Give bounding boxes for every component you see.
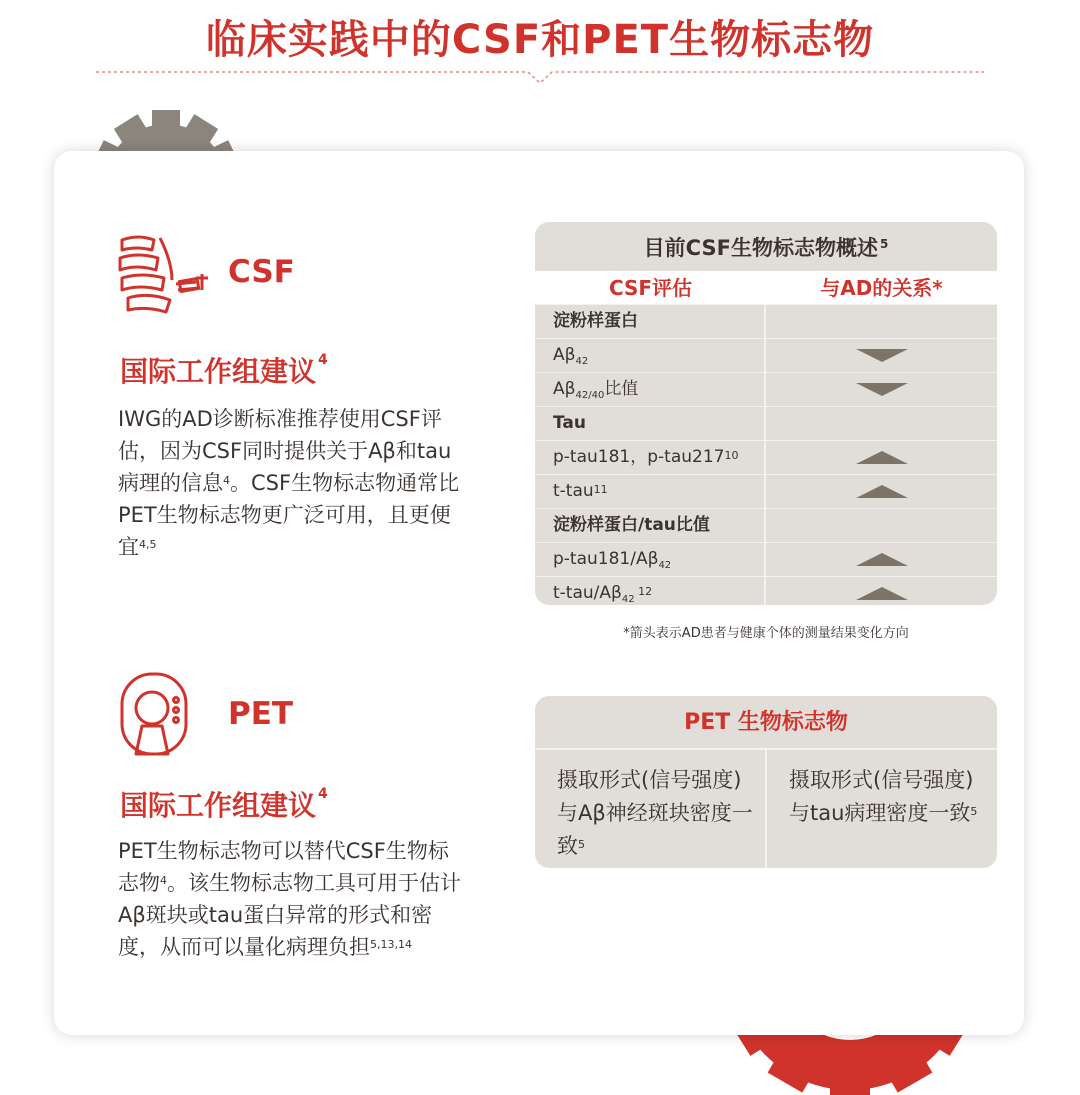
biomarker-subscript: 42 (621, 594, 635, 605)
table-row (535, 474, 997, 508)
csf-biomarker-table (535, 222, 997, 605)
biomarker-label (535, 373, 766, 406)
biomarker-text: t-tau/Aβ (553, 583, 622, 603)
pet-para-text: PET生物标志物可以替代CSF生物标志物 (118, 839, 449, 895)
direction-cell (766, 441, 997, 474)
csf-table-title (535, 222, 997, 271)
down-arrow-icon (856, 383, 908, 396)
table-row (535, 338, 997, 372)
biomarker-text: p-tau181/Aβ (553, 549, 659, 569)
pet-subhead-ref: 4 (318, 786, 328, 802)
biomarker-label (535, 305, 766, 338)
down-arrow-icon (856, 349, 908, 362)
direction-cell (766, 407, 997, 440)
csf-table-title-text: 目前CSF生物标志物概述 (643, 236, 878, 260)
biomarker-text: t-tau (553, 481, 594, 501)
arrow-footnote: *箭头表示AD患者与健康个体的测量结果变化方向 (623, 626, 909, 641)
csf-para-text: IWG的AD诊断标准推荐使用CSF评估，因为CSF同时提供关于Aβ和tau病理的信息 (118, 407, 452, 495)
direction-cell (766, 305, 997, 338)
table-row (535, 576, 997, 605)
pet-panel-title: PET 生物标志物 (684, 710, 848, 735)
pet-para-ref: 4 (160, 874, 167, 887)
table-group-row (535, 304, 997, 338)
csf-subhead-ref: 4 (318, 352, 328, 368)
biomarker-subscript: 42 (575, 356, 589, 367)
csf-label: CSF (228, 254, 295, 290)
table-group-row (535, 406, 997, 440)
pet-amyloid-text: 摄取形式(信号强度)与Aβ神经斑块密度一致 (557, 768, 753, 858)
direction-cell (766, 577, 997, 605)
pet-amyloid-cell (535, 750, 765, 868)
up-arrow-icon (856, 587, 908, 600)
pet-para-text: 。该生物标志物工具可用于估计Aβ斑块或tau蛋白异常的形式和密度，从而可以量化病理负担 (118, 871, 461, 959)
csf-table-title-ref: 5 (879, 237, 889, 251)
pet-biomarker-panel (535, 696, 997, 868)
pet-scanner-icon (118, 670, 190, 758)
spine-syringe-icon (116, 232, 212, 314)
csf-para-ref: 4 (223, 474, 230, 487)
csf-para-ref: 4,5 (139, 538, 157, 551)
biomarker-text: Aβ (553, 345, 576, 365)
biomarker-text: Aβ (553, 379, 576, 399)
table-group-row (535, 508, 997, 542)
biomarker-text: p-tau181，p-tau217 (553, 447, 725, 467)
biomarker-label (535, 543, 766, 576)
csf-table-body (535, 304, 997, 605)
title-divider (96, 64, 984, 88)
biomarker-ref: 10 (724, 449, 739, 462)
biomarker-ref: 11 (593, 483, 608, 496)
pet-label: PET (228, 696, 294, 732)
column-header-relation: 与AD的关系* (820, 276, 943, 300)
direction-cell (766, 475, 997, 508)
pet-subhead-text: 国际工作组建议 (120, 789, 317, 822)
biomarker-text: 淀粉样蛋白 (553, 311, 638, 331)
biomarker-label (535, 407, 766, 440)
direction-cell (766, 543, 997, 576)
page-title: 临床实践中的CSF和PET生物标志物 (205, 17, 875, 63)
direction-cell (766, 509, 997, 542)
table-row (535, 542, 997, 576)
up-arrow-icon (856, 553, 908, 566)
biomarker-subscript: 42/40 (575, 390, 605, 401)
biomarker-text: 淀粉样蛋白/tau比值 (553, 515, 710, 535)
pet-para-ref: 5,13,14 (370, 938, 412, 951)
pet-description (118, 835, 468, 963)
csf-description (118, 403, 468, 563)
pet-tau-cell (765, 750, 997, 868)
up-arrow-icon (856, 451, 908, 464)
biomarker-label (535, 339, 766, 372)
column-header-assessment: CSF评估 (608, 276, 693, 300)
biomarker-label (535, 475, 766, 508)
pet-tau-ref: 5 (970, 805, 978, 818)
biomarker-label (535, 441, 766, 474)
pet-subhead (120, 784, 328, 824)
biomarker-text: 比值 (604, 379, 639, 399)
biomarker-label (535, 577, 766, 605)
biomarker-label (535, 509, 766, 542)
direction-cell (766, 373, 997, 406)
direction-cell (766, 339, 997, 372)
up-arrow-icon (856, 485, 908, 498)
biomarker-subscript: 42 (658, 560, 672, 571)
pet-amyloid-ref: 5 (578, 838, 585, 851)
pet-tau-text: 摄取形式(信号强度)与tau病理密度一致 (789, 768, 974, 825)
table-row (535, 372, 997, 406)
biomarker-text: Tau (553, 413, 586, 433)
table-row (535, 440, 997, 474)
biomarker-ref: 12 (634, 585, 653, 598)
csf-subhead-text: 国际工作组建议 (120, 355, 317, 388)
csf-subhead (120, 350, 328, 390)
csf-para-text: 。CSF生物标志物通常比PET生物标志物更广泛可用，且更便宜 (118, 471, 460, 559)
csf-table-header (535, 271, 997, 304)
